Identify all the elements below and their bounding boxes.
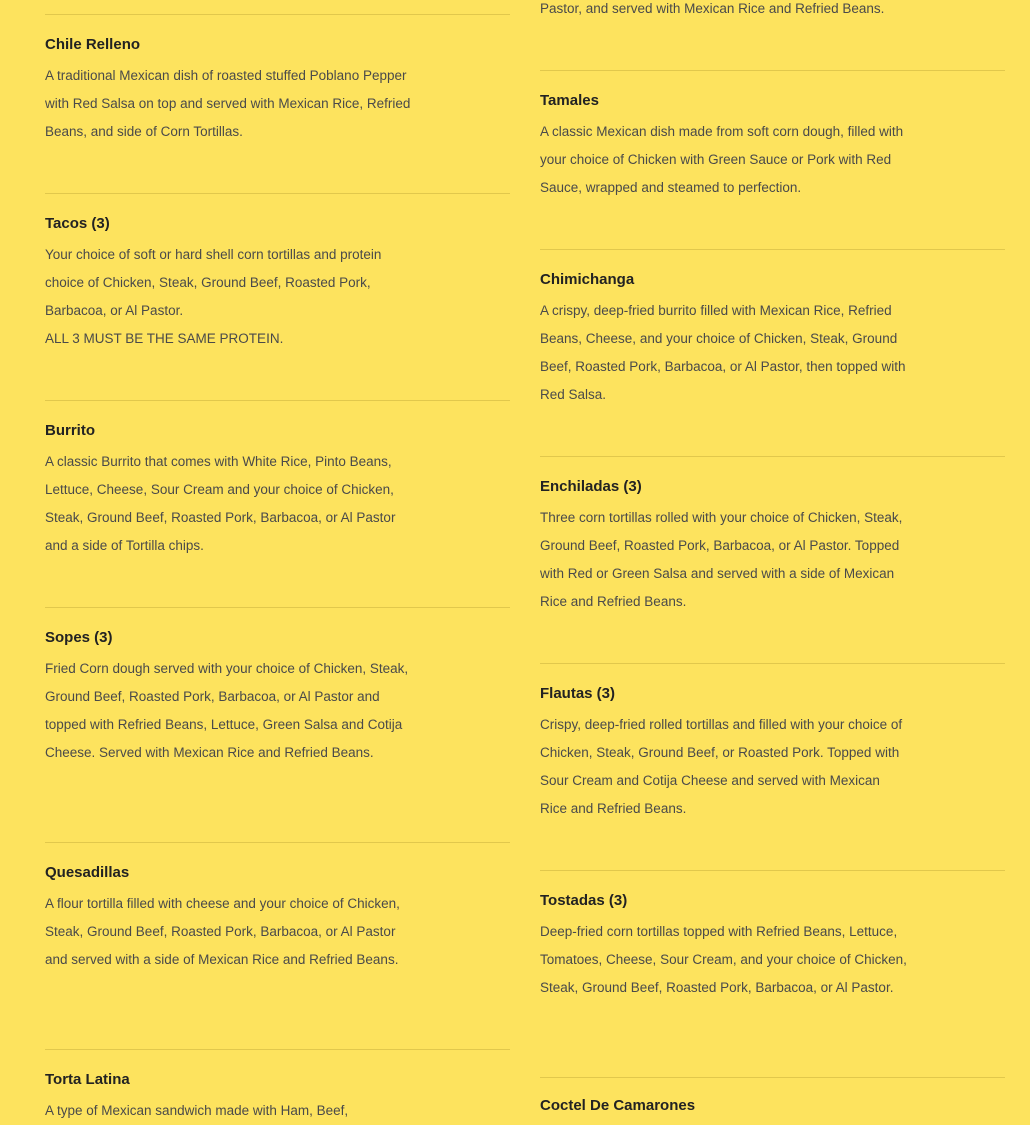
divider: [45, 842, 510, 843]
menu-item-description: A flour tortilla filled with cheese and your choice of Chicken, Steak, Ground Beef, Roasted Pork, Barbacoa, or Al Pastor and served with a side of Mexican Rice and Refried Beans.: [45, 896, 400, 967]
divider: [540, 249, 1005, 250]
divider: [540, 70, 1005, 71]
menu-item-torta-latina: [45, 1070, 510, 1125]
menu-item-flautas: [540, 684, 1005, 823]
menu-item-title: Chile Relleno: [45, 36, 141, 53]
divider: [45, 14, 510, 15]
divider: [540, 663, 1005, 664]
menu-item-note: ALL 3 MUST BE THE SAME PROTEIN.: [45, 331, 284, 346]
menu-item-title: Quesadillas: [45, 864, 130, 881]
divider: [540, 870, 1005, 871]
menu-item-chile-relleno: [45, 35, 510, 146]
menu-item-title: Chimichanga: [540, 271, 635, 288]
menu-item-quesadillas: [45, 863, 510, 974]
menu-item-title: Coctel De Camarones: [540, 1097, 696, 1114]
menu-item-description: A crispy, deep-fried burrito filled with Mexican Rice, Refried Beans, Cheese, and your choice of Chicken, Steak, Ground Beef, Roasted Pork, Barbacoa, or Al Pastor, then topped with Red Salsa.: [540, 303, 906, 402]
menu-item-tostadas: [540, 891, 1005, 1002]
menu-item-tamales: [540, 91, 1005, 202]
menu-item-enchiladas: [540, 477, 1005, 616]
menu-item-coctel-de-camarones: [540, 1096, 1005, 1116]
menu-item-title: Tamales: [540, 92, 599, 109]
divider: [540, 456, 1005, 457]
menu-item-title: Sopes (3): [45, 629, 113, 646]
divider: [45, 400, 510, 401]
divider: [45, 607, 510, 608]
menu-item-title: Burrito: [45, 422, 95, 439]
menu-item-sopes: [45, 628, 510, 767]
menu-item-description: Fried Corn dough served with your choice of Chicken, Steak, Ground Beef, Roasted Pork, Barbacoa, or Al Pastor and topped with Refried Beans, Lettuce, Green Salsa and Cotija Cheese. Served with Mexican Rice and Refried Beans.: [45, 661, 409, 760]
menu-item-description: Crispy, deep-fried rolled tortillas and filled with your choice of Chicken, Steak, Ground Beef, or Roasted Pork. Topped with Sour Cream and Cotija Cheese and served with Mexican Rice and Refried Beans.: [540, 717, 903, 816]
menu-item-title: Tacos (3): [45, 215, 110, 232]
divider: [540, 1077, 1005, 1078]
menu-item-tacos: [45, 214, 510, 353]
menu-item-description: Your choice of soft or hard shell corn tortillas and protein choice of Chicken, Steak, Ground Beef, Roasted Pork, Barbacoa, or Al Pastor.: [45, 247, 382, 318]
menu-item-description: Pastor, and served with Mexican Rice and Refried Beans.: [540, 1, 885, 16]
menu-item-description: A type of Mexican sandwich made with Ham, Beef,: [45, 1103, 349, 1118]
menu-item-title: Enchiladas (3): [540, 478, 642, 495]
menu-item-chimichanga: [540, 270, 1005, 409]
menu-item-title: Torta Latina: [45, 1071, 130, 1088]
menu-item-title: Tostadas (3): [540, 892, 628, 909]
menu-item-burrito: [45, 421, 510, 560]
menu-item-description: Three corn tortillas rolled with your choice of Chicken, Steak, Ground Beef, Roasted Pork, Barbacoa, or Al Pastor. Topped with Red or Green Salsa and served with a side of Mexican Rice and Refried Beans.: [540, 510, 903, 609]
menu-item-description: A classic Burrito that comes with White Rice, Pinto Beans, Lettuce, Cheese, Sour Cream and your choice of Chicken, Steak, Ground Beef, Roasted Pork, Barbacoa, or Al Pastor and a side of Tortilla chips.: [45, 454, 396, 553]
menu-item-fragment: [540, 0, 1005, 23]
divider: [45, 1049, 510, 1050]
divider: [45, 193, 510, 194]
menu-item-description: A classic Mexican dish made from soft corn dough, filled with your choice of Chicken with Green Sauce or Pork with Red Sauce, wrapped and steamed to perfection.: [540, 124, 904, 195]
menu-item-description: Deep-fried corn tortillas topped with Refried Beans, Lettuce, Tomatoes, Cheese, Sour Cream, and your choice of Chicken, Steak, Ground Beef, Roasted Pork, Barbacoa, or Al Pastor.: [540, 924, 907, 995]
menu-item-title: Flautas (3): [540, 685, 616, 702]
menu-item-description: A traditional Mexican dish of roasted stuffed Poblano Pepper with Red Salsa on top and served with Mexican Rice, Refried Beans, and side of Corn Tortillas.: [45, 68, 411, 139]
